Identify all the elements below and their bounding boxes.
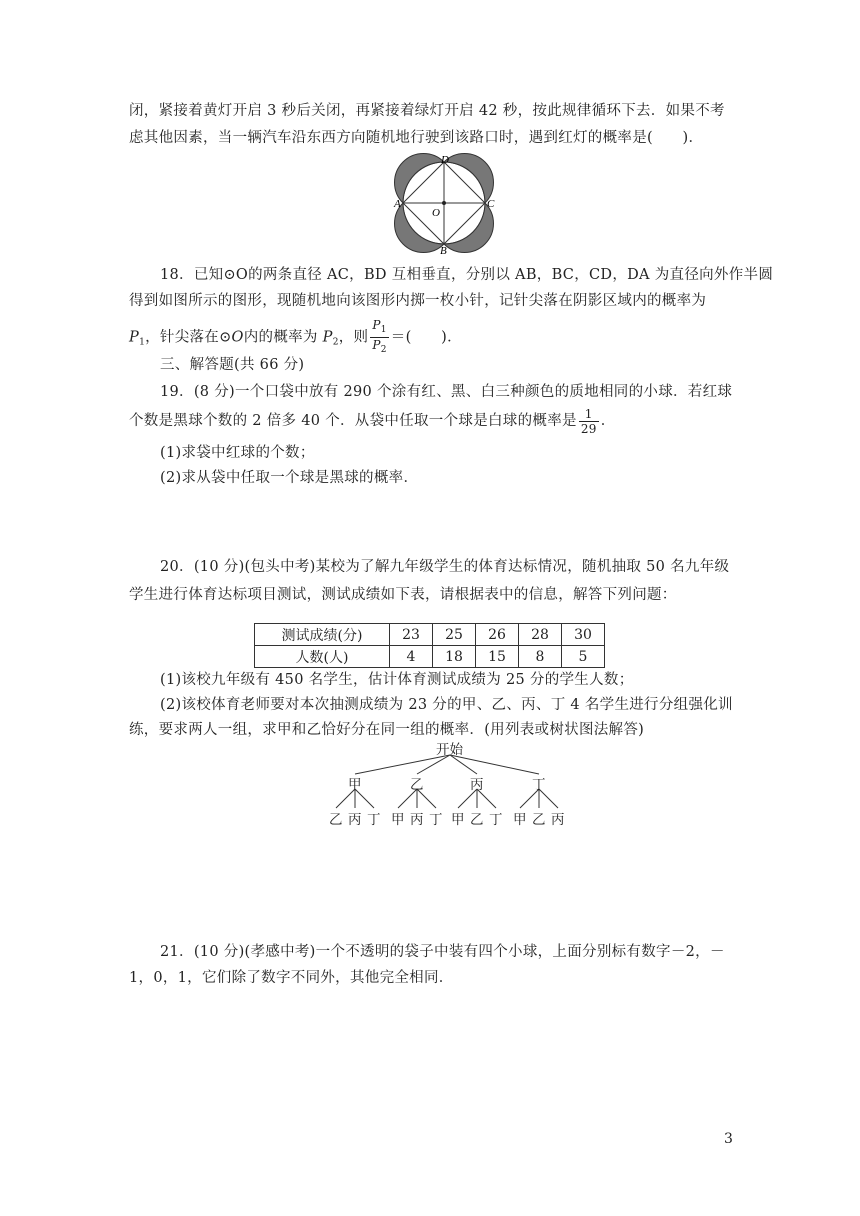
q18-text-e: ＝( )． (390, 329, 462, 346)
circle-petal-figure (392, 152, 500, 256)
tree-node-l2: 丁 (429, 812, 443, 828)
table-cell: 23 (390, 624, 433, 646)
label-o: O (432, 207, 440, 219)
table-cell: 28 (519, 624, 562, 646)
fraction-numerator: 1 (579, 407, 599, 422)
table-cell: 8 (519, 646, 562, 668)
q20-line-1: 20．(10 分)(包头中考)某校为了解九年级学生的体育达标情况，随机抽取 50 名九年级 (160, 559, 730, 575)
circle-o-symbol: O (231, 329, 244, 346)
q20-sub-2: (2)该校体育老师要对本次抽测成绩为 23 分的甲、乙、丙、丁 4 名学生进行分组强化训 (160, 697, 733, 713)
table-header-count: 人数(人) (255, 646, 390, 668)
center-point (442, 201, 446, 205)
p1-over-p2-fraction (370, 318, 388, 357)
one-over-29-fraction (579, 407, 599, 436)
q19-text-a: 个数是黑球个数的 2 倍多 40 个．从袋中任取一个球是白球的概率是 (129, 413, 577, 429)
table-cell: 30 (562, 624, 605, 646)
q19-line-2 (129, 406, 616, 436)
q19-line-1: 19．(8 分)一个口袋中放有 290 个涂有红、黑、白三种颜色的质地相同的小球．若红球 (160, 384, 733, 400)
tree-node-l2: 甲 (513, 812, 527, 828)
table-cell: 18 (433, 646, 476, 668)
tree-node-l2: 丁 (489, 812, 503, 828)
tree-node-l2: 乙 (532, 812, 546, 828)
q19-text-b: ． (600, 413, 616, 429)
table-cell: 5 (562, 646, 605, 668)
table-cell: 4 (390, 646, 433, 668)
tree-node-l2: 丙 (348, 812, 362, 828)
p1-subscript: 1 (139, 337, 146, 348)
q18-line-1: 18．已知⊙O的两条直径 AC，BD 互相垂直，分别以 AB，BC，CD，DA 为直径向外作半圆 (160, 267, 774, 283)
q18-line-3 (129, 318, 462, 358)
label-b: B (440, 245, 447, 256)
table-row (255, 624, 605, 646)
table-cell: 26 (476, 624, 519, 646)
tree-node-l2: 甲 (451, 812, 465, 828)
table-header-score: 测试成绩(分) (255, 624, 390, 646)
q20-sub-1: (1)该校九年级有 450 名学生，估计体育测试成绩为 25 分的学生人数； (160, 672, 634, 688)
tree-node-l2: 乙 (329, 812, 343, 828)
label-d: D (441, 154, 449, 166)
label-c: C (487, 198, 495, 210)
q18-text-b: ，针尖落在⊙ (145, 329, 232, 346)
q18-text-c: 内的概率为 (243, 329, 323, 346)
score-table (254, 623, 605, 668)
q17-line-1: 闭，紧接着黄灯开启 3 秒后关闭，再紧接着绿灯开启 42 秒，按此规律循环下去．如果不考 (129, 103, 725, 119)
tree-root: 开始 (436, 742, 463, 758)
tree-node-l2: 丙 (410, 812, 424, 828)
q17-line-2: 虑其他因素，当一辆汽车沿东西方向随机地行驶到该路口时，遇到红灯的概率是( )． (129, 130, 704, 146)
q20-line-2: 学生进行体育达标项目测试，测试成绩如下表，请根据表中的信息，解答下列问题： (129, 587, 677, 603)
q19-sub-2: (2)求从袋中任取一个球是黑球的概率． (160, 470, 419, 486)
fraction-numerator-sub: 1 (380, 325, 387, 335)
q21-line-1: 21．(10 分)(孝感中考)一个不透明的袋子中装有四个小球，上面分别标有数字－2，－ (160, 944, 725, 960)
table-cell: 15 (476, 646, 519, 668)
tree-node-l2: 丁 (367, 812, 381, 828)
p1-symbol: P (129, 329, 140, 346)
q18-text-d: ，则 (338, 329, 369, 346)
tree-node-l2: 乙 (470, 812, 484, 828)
fraction-denominator: 29 (580, 421, 597, 436)
p2-symbol: P (322, 329, 333, 346)
tree-node-l2: 甲 (391, 812, 405, 828)
q20-sub-2-cont: 练，要求两人一组，求甲和乙恰好分在同一组的概率．(用列表或树状图法解答) (129, 722, 645, 738)
label-a: A (394, 198, 401, 210)
q19-sub-1: (1)求袋中红球的个数； (160, 445, 315, 461)
q21-line-2: 1，0，1，它们除了数字不同外，其他完全相同． (129, 970, 454, 986)
tree-node-l1: 乙 (410, 777, 424, 793)
fraction-numerator: P (372, 318, 381, 332)
fraction-denominator-sub: 2 (380, 345, 387, 355)
page-number: 3 (724, 1131, 733, 1147)
tree-node-l1: 丁 (532, 777, 546, 793)
tree-node-l2: 丙 (551, 812, 565, 828)
p2-subscript: 2 (332, 337, 339, 348)
table-row (255, 646, 605, 668)
tree-node-l1: 甲 (348, 777, 362, 793)
fraction-denominator: P (372, 338, 381, 352)
section-3-title: 三、解答题(共 66 分) (160, 357, 305, 373)
q18-line-2: 得到如图所示的图形，现随机地向该图形内掷一枚小针，记针尖落在阴影区域内的概率为 (129, 293, 707, 309)
table-cell: 25 (433, 624, 476, 646)
tree-node-l1: 丙 (470, 777, 484, 793)
